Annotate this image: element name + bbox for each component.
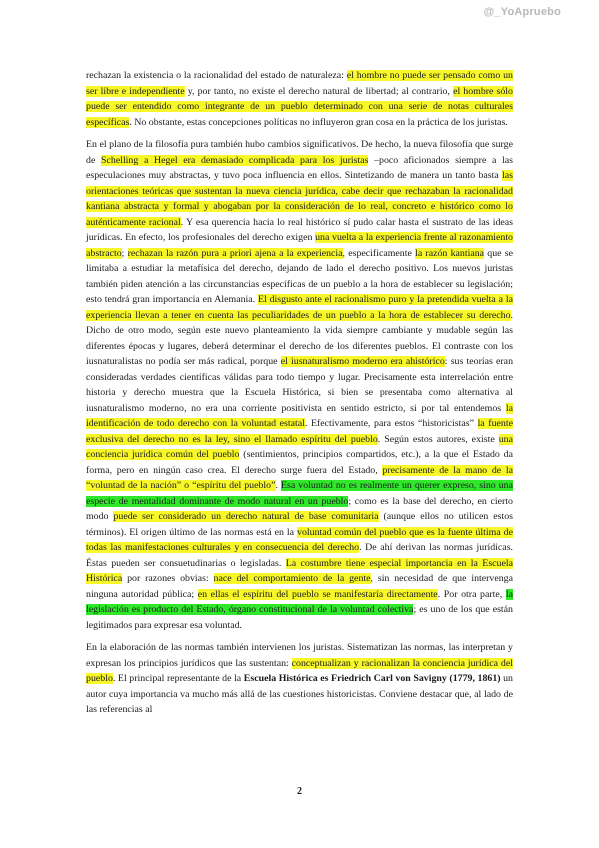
text-segment: por razones obvias: bbox=[122, 573, 214, 584]
highlight-green: Esa voluntad no es realmente un querer expreso, sino una especie de mentalidad dominante de modo natural en un pueblo bbox=[86, 480, 514, 507]
document-body bbox=[86, 68, 513, 725]
text-segment: . No obstante, estas concepciones políticas no influyeron gran cosa en la práctica de los juristas. bbox=[129, 116, 508, 128]
text-segment: rechazan la existencia o la racionalidad del estado de naturaleza: bbox=[86, 70, 347, 81]
highlight-yellow: conceptualizan y racionalizan la conciencia jurídica del pueblo bbox=[86, 657, 513, 684]
highlight-yellow: el hombre no puede ser pensado como un ser libre e independiente bbox=[86, 70, 513, 97]
highlight-yellow: El disgusto ante el racionalismo puro y la pretendida vuelta a la experiencia llevan a tener en cuenta las peculiaridades de un pueblo a la hora de establecer su derecho bbox=[86, 294, 514, 321]
text-segment: . bbox=[275, 480, 281, 491]
watermark: @_YoApruebo bbox=[483, 6, 561, 18]
highlight-yellow: las orientaciones teóricas que sustentan la nueva ciencia jurídica, cabe decir que rechazaban la racionalidad kantiana abstracta y formal y abogaban por la consideración de lo real, concreto e histórico como lo auténticamente racional bbox=[86, 170, 513, 228]
text-segment: , especificamente bbox=[342, 247, 416, 259]
highlight-yellow: el iusnaturalismo moderno era ahistórico bbox=[280, 356, 445, 367]
text-segment: , sin necesidad de que intervenga ninguna autoridad pública; bbox=[86, 573, 513, 600]
text-segment: ; como es la base del derecho, en cierto modo bbox=[86, 495, 513, 522]
text-segment: . De ahí derivan las normas jurídicas. Éstas pueden ser consuetudinarias o legisladas. bbox=[86, 542, 514, 569]
text-segment: ; bbox=[121, 247, 128, 259]
text-segment: un autor cuya importancia va mucho más allá de las cuestiones historicistas. Conviene destacar que, al lado de las referencias al bbox=[86, 673, 513, 715]
highlight-yellow: La costumbre tiene especial importancia en la Escuela Histórica bbox=[86, 557, 513, 584]
text-segment: –poco aficionados siempre a las especulaciones muy abstractas, y tuvo poca influencia en ellos. Sintetizando de manera un tanto basta bbox=[86, 154, 514, 181]
highlight-green: la legislación es producto del Estado, órgano constitucional de la voluntad colectiva bbox=[86, 588, 514, 615]
page-number: 2 bbox=[297, 786, 302, 797]
highlight-yellow: una vuelta a la experiencia frente al razonamiento abstracto bbox=[86, 232, 513, 259]
text-segment: y, por tanto, no existe el derecho natural de libertad; al contrario, bbox=[184, 85, 454, 97]
highlight-yellow: rechazan la razón pura a priori ajena a la experiencia bbox=[127, 247, 343, 259]
text-segment: En la elaboración de las normas también intervienen los juristas. Sistematizan las normas, las interpretan y expresan los principios jurídicos que las sustentan: bbox=[86, 642, 513, 669]
highlight-yellow: la identificación de todo derecho con la voluntad estatal bbox=[86, 402, 513, 429]
text-segment: En el plano de la filosofía pura también hubo cambios significativos. De hecho, la nueva filosofía que surge de bbox=[86, 139, 513, 166]
bold-text: Escuela Histórica es Friedrich Carl von Savigny (1779, 1861) bbox=[243, 673, 501, 684]
text-segment: . El principal representante de la bbox=[112, 673, 244, 684]
paragraph bbox=[86, 640, 513, 718]
text-segment: . Dicho de otro modo, según este nuevo planteamiento la vida siempre cambiante y mudable según las diferentes épocas y lugares, deberá determinar el derecho de los diferentes pueblos. El contraste con los iusnaturalistas no podía ser más radical, porque bbox=[86, 309, 513, 367]
highlight-yellow: voluntad común del pueblo que es la fuente última de todas las manifestaciones culturales y en consecuencia del derecho bbox=[86, 526, 513, 553]
text-segment: . Según estos autores, existe bbox=[377, 433, 499, 445]
text-segment: . Y esa querencia hacia lo real histórico sí pudo calar hasta el sustrato de las ideas jurídicas. En efecto, los profesionales del derecho exigen bbox=[86, 216, 513, 243]
highlight-yellow: nace del comportamiento de la gente bbox=[213, 573, 371, 584]
highlight-yellow: una conciencia jurídica común del pueblo bbox=[86, 433, 513, 460]
text-segment: (sentimientos, principios compartidos, etc.), a la que el Estado da forma, pero en ningún caso crea. El derecho surge fuera del Estado, bbox=[86, 449, 513, 476]
highlight-yellow: el hombre sólo puede ser entendido como integrante de un pueblo determinado con una serie de notas culturales específicas bbox=[86, 85, 513, 128]
text-segment: : sus teorías eran consideradas verdades científicas válidas para todo tiempo y lugar. Precisamente esta interrelación entre historia y derecho muestra que la Escuela Histórica, si bien se presentaba como alternativa al iusnaturalismo moderno, no era una corriente positivista en sentido estricto, si por tal entendemos bbox=[86, 356, 514, 414]
text-segment: que se limitaba a estudiar la metafísica del derecho, dejando de lado el derecho positivo. Los nuevos juristas también piden atención a las circunstancias específicas de un pueblo a la hora de establecer su legislación; esto tendrá gran importancia en Alemania. bbox=[86, 247, 513, 305]
paragraph bbox=[86, 68, 513, 130]
highlight-yellow: Schelling a Hegel era demasiado complicada para los juristas bbox=[101, 154, 369, 166]
highlight-yellow: la razón kantiana bbox=[415, 247, 485, 259]
text-segment: . Por otra parte, bbox=[437, 588, 506, 600]
text-segment: ; es uno de los que están legitimados para expresar esa voluntad. bbox=[86, 604, 513, 631]
highlight-yellow: la fuente exclusiva del derecho no es la ley, sino el llamado espíritu del pueblo bbox=[86, 418, 513, 445]
text-segment: (aunque ellos no utilicen estos términos). El origen último de las normas está en la bbox=[86, 511, 513, 538]
highlight-yellow: en ellas el espíritu del pueblo se manifestaría directamente bbox=[197, 588, 438, 600]
paragraph bbox=[86, 137, 513, 633]
text-segment: . Efectivamente, para estos “historicistas” bbox=[304, 418, 478, 429]
highlight-yellow: puede ser considerado un derecho natural de base comunitaria bbox=[113, 511, 379, 522]
highlight-yellow: precisamente de la mano de la “voluntad de la nación” o “espíritu del pueblo” bbox=[86, 464, 513, 491]
